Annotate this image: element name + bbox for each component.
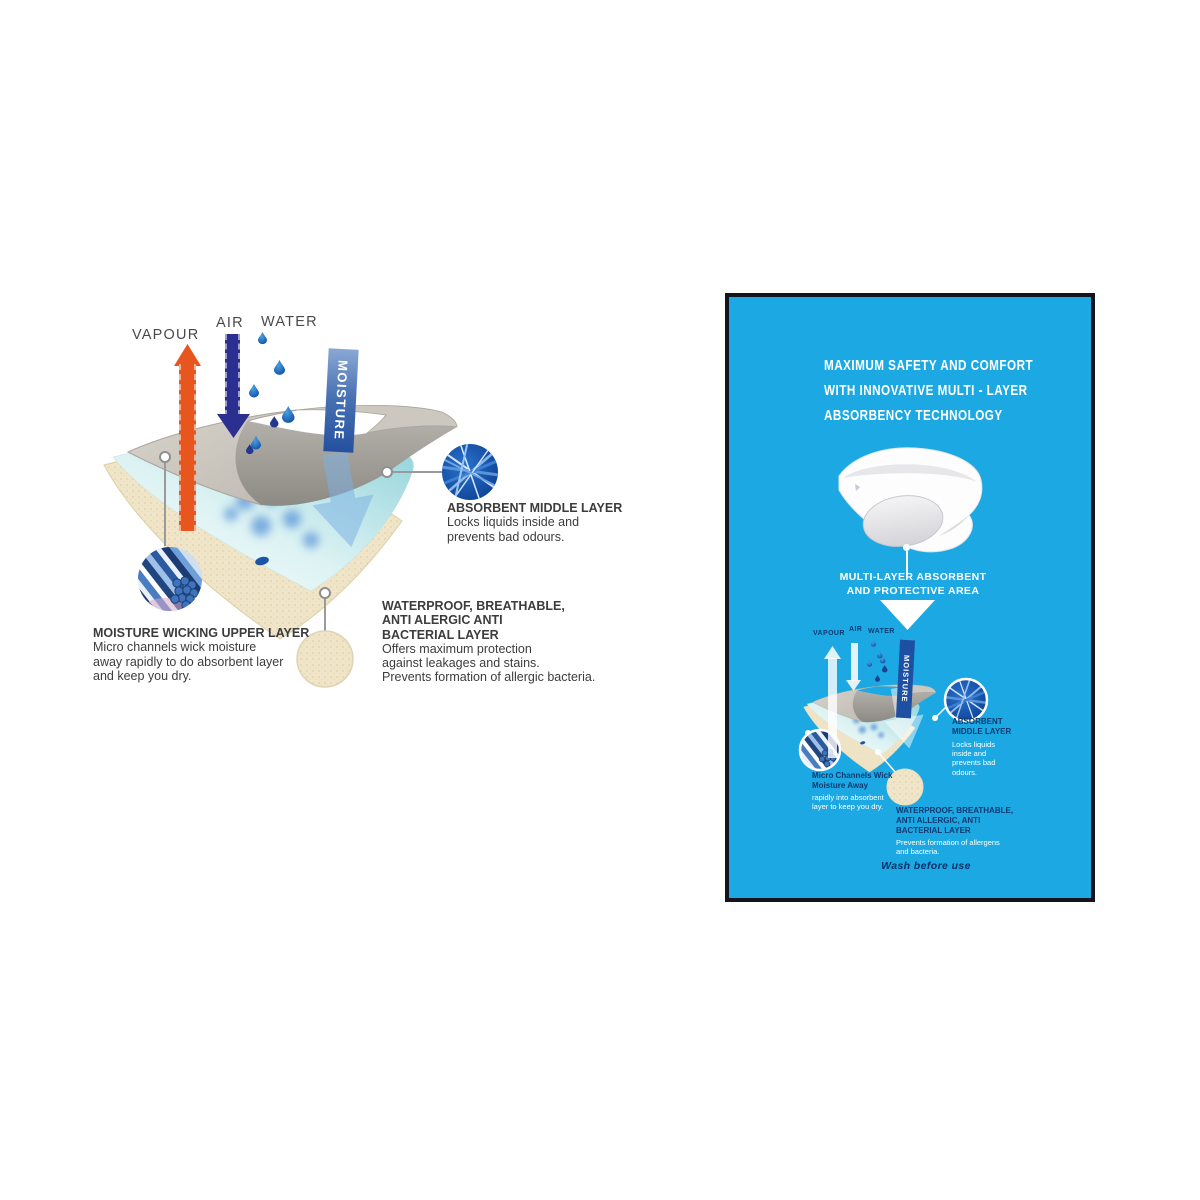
note-heading: WATERPROOF, BREATHABLE,	[896, 806, 1014, 815]
card-title-line: MAXIMUM SAFETY AND COMFORT	[824, 357, 1034, 374]
vapour-arrow-shaft	[179, 364, 196, 531]
note-heading: BACTERIAL LAYER	[896, 826, 971, 835]
micro-channels-detail-circle	[113, 527, 220, 640]
mini-absorbent-fiber-detail-circle	[944, 679, 988, 721]
mini-air-label: AIR	[849, 626, 863, 633]
mini-micro-note	[812, 771, 892, 811]
mini-vapour-label: VAPOUR	[813, 630, 845, 637]
note-line: Offers maximum protection	[382, 641, 532, 656]
area-callout-line: AND PROTECTIVE AREA	[846, 584, 980, 597]
note-line: odours.	[952, 767, 978, 777]
note-heading: MIDDLE LAYER	[952, 727, 1012, 736]
note-line: and keep you dry.	[93, 668, 192, 683]
note-line: inside and	[952, 749, 987, 759]
promo-card	[725, 293, 1095, 902]
moisture-banner-label: MOISTURE	[331, 359, 351, 442]
mini-water-droplets	[862, 638, 892, 686]
note-line: prevents bad odours.	[447, 529, 565, 544]
area-callout-line: MULTI-LAYER ABSORBENT	[839, 571, 987, 583]
vapour-arrow	[174, 344, 201, 366]
note-heading: Moisture Away	[812, 781, 869, 790]
note-heading: ABSORBENT MIDDLE LAYER	[447, 501, 623, 515]
note-heading: ANTI ALERGIC ANTI	[382, 613, 503, 628]
moisture-wicking-note	[93, 626, 309, 683]
water-label: WATER	[261, 314, 318, 330]
air-arrow-shaft	[225, 334, 240, 416]
vapour-label: VAPOUR	[132, 327, 200, 343]
mini-vapour-arrow-shaft	[828, 658, 837, 758]
mini-waterproof-note	[896, 806, 1013, 856]
note-line: Prevents formation of allergic bacteria.	[382, 670, 596, 685]
note-line: Locks liquids inside and	[447, 515, 580, 530]
area-callout	[793, 571, 1033, 598]
card-title-line: WITH INNOVATIVE MULTI - LAYER	[824, 382, 1028, 399]
card-title-line: ABSORBENCY TECHNOLOGY	[824, 407, 1003, 424]
note-heading: BACTERIAL LAYER	[382, 627, 499, 642]
note-line: prevents bad	[952, 758, 996, 768]
mini-moisture-banner-label: MOISTURE	[899, 655, 912, 703]
wash-note: Wash before use	[881, 860, 971, 872]
note-line: layer to keep you dry.	[812, 802, 884, 812]
note-heading: ABSORBENT	[952, 717, 1003, 726]
waterproof-layer-note	[382, 599, 595, 685]
down-arrow-pointer	[880, 600, 935, 630]
absorbent-middle-layer-note	[447, 501, 622, 544]
air-label: AIR	[216, 315, 244, 331]
note-line: against leakages and stains.	[382, 656, 540, 671]
layer-technology-diagram	[0, 0, 700, 750]
card-title	[824, 353, 1092, 428]
mini-absorbent-note	[952, 717, 1011, 777]
mini-air-arrow-shaft	[851, 643, 858, 681]
callout-pointer-dot	[903, 544, 910, 551]
note-line: and bacteria.	[896, 847, 940, 857]
absorbent-fiber-detail-circle	[441, 443, 499, 501]
water-droplets	[240, 325, 310, 457]
note-line: Locks liquids	[952, 740, 995, 749]
note-line: rapidly into absorbent	[812, 793, 884, 802]
note-heading: ANTI ALLERGIC, ANTI	[896, 816, 981, 825]
note-line: Micro channels wick moisture	[93, 640, 257, 655]
mini-water-label: WATER	[868, 628, 895, 635]
mini-waterproof-texture-detail-circle	[887, 769, 923, 805]
note-heading: WATERPROOF, BREATHABLE,	[382, 599, 565, 613]
note-line: Prevents formation of allergens	[896, 838, 1000, 847]
note-heading: Micro Channels Wick	[812, 771, 893, 780]
moisture-banner	[323, 348, 358, 452]
note-line: away rapidly to do absorbent layer	[93, 654, 284, 669]
note-heading: MOISTURE WICKING UPPER LAYER	[93, 626, 310, 640]
